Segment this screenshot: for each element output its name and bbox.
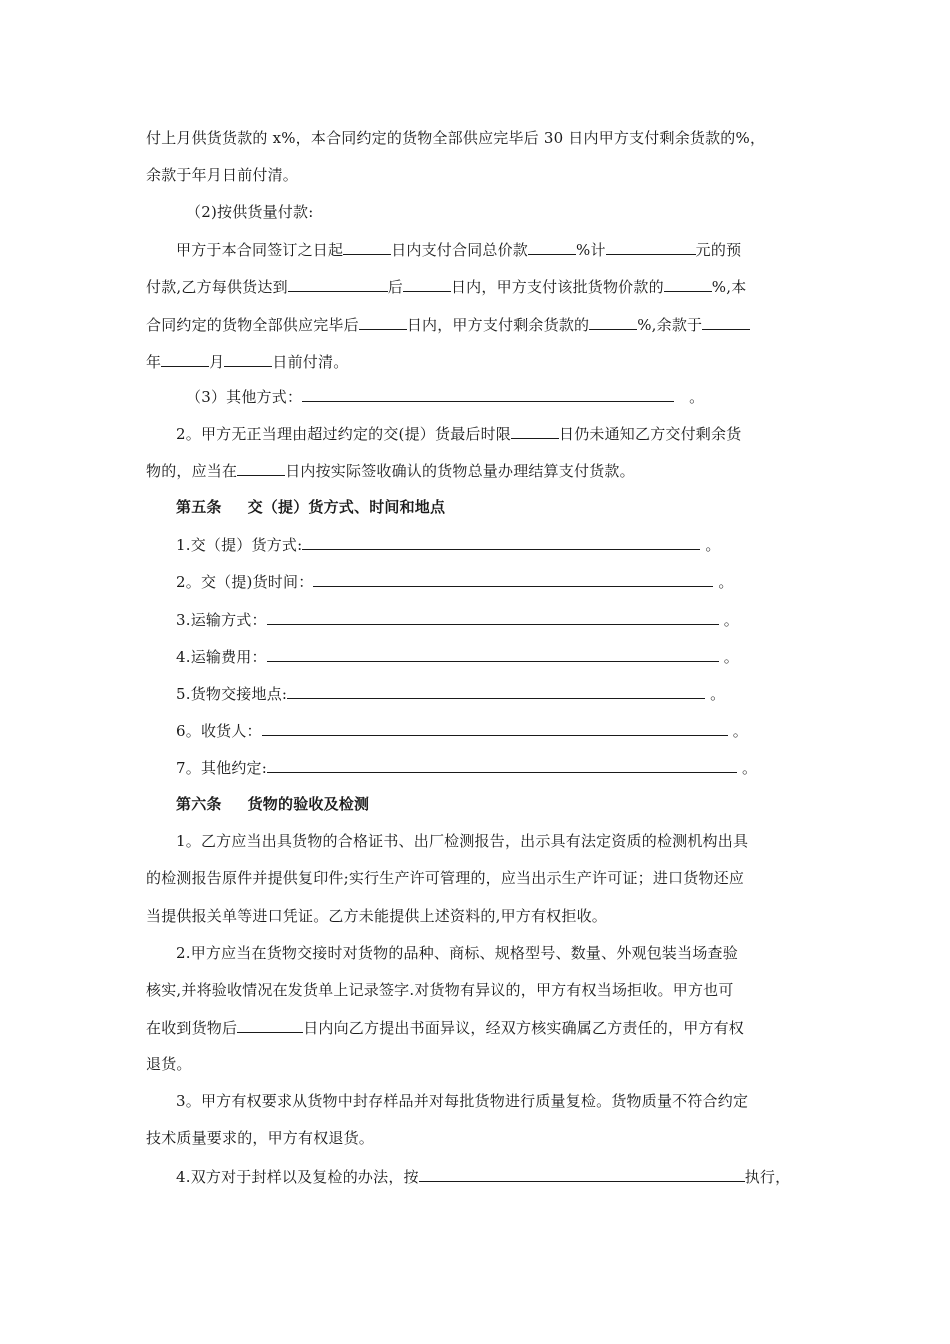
blank-field	[267, 646, 719, 662]
blank-field	[589, 314, 637, 330]
text: 日内，甲方支付剩余货款的	[406, 316, 590, 334]
text: %,本	[711, 278, 747, 296]
blank-field	[343, 239, 391, 255]
text: 元的预	[695, 241, 742, 259]
text-line	[186, 386, 820, 407]
blank-field	[302, 386, 674, 402]
text: 6。收货人：	[176, 722, 262, 740]
text: 。	[723, 648, 739, 666]
text: 日仍未通知乙方交付剩余货	[559, 425, 742, 443]
blank-field	[702, 314, 750, 330]
text: 后	[387, 278, 403, 296]
text: 合同约定的货物全部供应完毕后	[146, 316, 359, 334]
text-line: 当提供报关单等进口凭证。乙方未能提供上述资料的,甲方有权拒收。	[146, 907, 607, 925]
text: 物的，应当在	[146, 462, 238, 480]
text-line	[176, 1166, 810, 1187]
text: 。	[741, 759, 758, 777]
section-title: 交（提）货方式、时间和地点	[247, 498, 446, 516]
blank-field	[313, 571, 713, 587]
text: 付款,乙方每供货达到	[146, 278, 288, 296]
text: 。	[710, 685, 726, 703]
text: 2。甲方无正当理由超过约定的交(提）货最后时限	[176, 425, 511, 443]
text: 7。其他约定:	[176, 759, 267, 777]
blank-field	[664, 276, 712, 292]
list-item	[176, 720, 810, 741]
text: 日前付清。	[272, 353, 349, 371]
blank-field	[262, 720, 728, 736]
text: 4.双方对于封样以及复检的办法，按	[176, 1168, 419, 1186]
blank-field	[359, 314, 407, 330]
text-line	[146, 276, 810, 297]
blank-field	[288, 276, 388, 292]
blank-field	[267, 757, 737, 773]
text: %,余款于	[637, 316, 703, 334]
text: 日内按实际签收确认的货物总量办理结算支付货款。	[285, 462, 635, 480]
text: 4.运输费用：	[176, 648, 267, 666]
text-line	[146, 1017, 810, 1038]
text-line: 1。乙方应当出具货物的合格证书、出厂检测报告，出示具有法定资质的检测机构出具	[176, 832, 749, 850]
blank-field	[267, 609, 719, 625]
text-line	[146, 314, 810, 335]
text: 年	[146, 353, 162, 371]
blank-field	[606, 239, 696, 255]
text: 执行，	[744, 1168, 791, 1186]
list-item	[176, 609, 810, 630]
text: 。	[723, 611, 739, 629]
text: 。	[718, 573, 734, 591]
text-line	[176, 423, 810, 444]
list-item	[176, 646, 810, 667]
text-line	[146, 351, 810, 372]
text-line: 3。甲方有权要求从货物中封存样品并对每批货物进行质量复检。货物质量不符合约定	[176, 1092, 749, 1110]
blank-field	[419, 1166, 745, 1182]
blank-field	[237, 460, 285, 476]
text: 1.交（提）货方式:	[176, 536, 303, 554]
blank-field	[161, 351, 209, 367]
blank-field	[287, 683, 705, 699]
text-line: 退货。	[146, 1055, 192, 1073]
text: 月	[209, 353, 225, 371]
blank-field	[528, 239, 576, 255]
text: 在收到货物后	[146, 1019, 238, 1037]
text: （3）其他方式：	[186, 388, 303, 406]
list-item	[176, 683, 810, 704]
text: 日内，甲方支付该批货物价款的	[450, 278, 664, 296]
text-line	[176, 239, 810, 260]
text-line	[146, 460, 810, 481]
text: 。	[705, 536, 721, 554]
section-heading	[176, 794, 810, 814]
text: 。	[732, 722, 748, 740]
blank-field	[224, 351, 272, 367]
text: 5.货物交接地点:	[176, 685, 288, 703]
text: 3.运输方式：	[176, 611, 267, 629]
text-line: 付上月供货货款的 x%，本合同约定的货物全部供应完毕后 30 日内甲方支付剩余货款的%，	[146, 129, 766, 147]
text: %计	[576, 241, 606, 259]
text: 2。交（提)货时间：	[176, 573, 314, 591]
list-item	[176, 571, 810, 592]
blank-field	[403, 276, 451, 292]
text-line: 技术质量要求的，甲方有权退货。	[146, 1129, 375, 1147]
section-heading	[176, 497, 810, 517]
text-line: 2.甲方应当在货物交接时对货物的品种、商标、规格型号、数量、外观包装当场查验	[176, 944, 738, 962]
blank-field	[237, 1017, 303, 1033]
text-line: 核实,并将验收情况在发货单上记录签字.对货物有异议的，甲方有权当场拒收。甲方也可	[146, 981, 734, 999]
text-line: 的检测报告原件并提供复印件;实行生产许可管理的，应当出示生产许可证；进口货物还应	[146, 869, 745, 887]
text-line: （2)按供货量付款:	[186, 203, 314, 221]
blank-field	[511, 423, 559, 439]
text-line: 余款于年月日前付清。	[146, 166, 299, 184]
list-item	[176, 534, 810, 555]
text: 日内支付合同总价款	[391, 241, 529, 259]
list-item	[176, 757, 810, 778]
section-title: 货物的验收及检测	[247, 795, 370, 813]
section-number: 第五条	[176, 498, 222, 516]
text: 甲方于本合同签订之日起	[176, 241, 344, 259]
blank-field	[302, 534, 700, 550]
section-number: 第六条	[176, 795, 222, 813]
text: 日内向乙方提出书面异议，经双方核实确属乙方责任的，甲方有权	[303, 1019, 745, 1037]
text: 。	[689, 388, 705, 406]
